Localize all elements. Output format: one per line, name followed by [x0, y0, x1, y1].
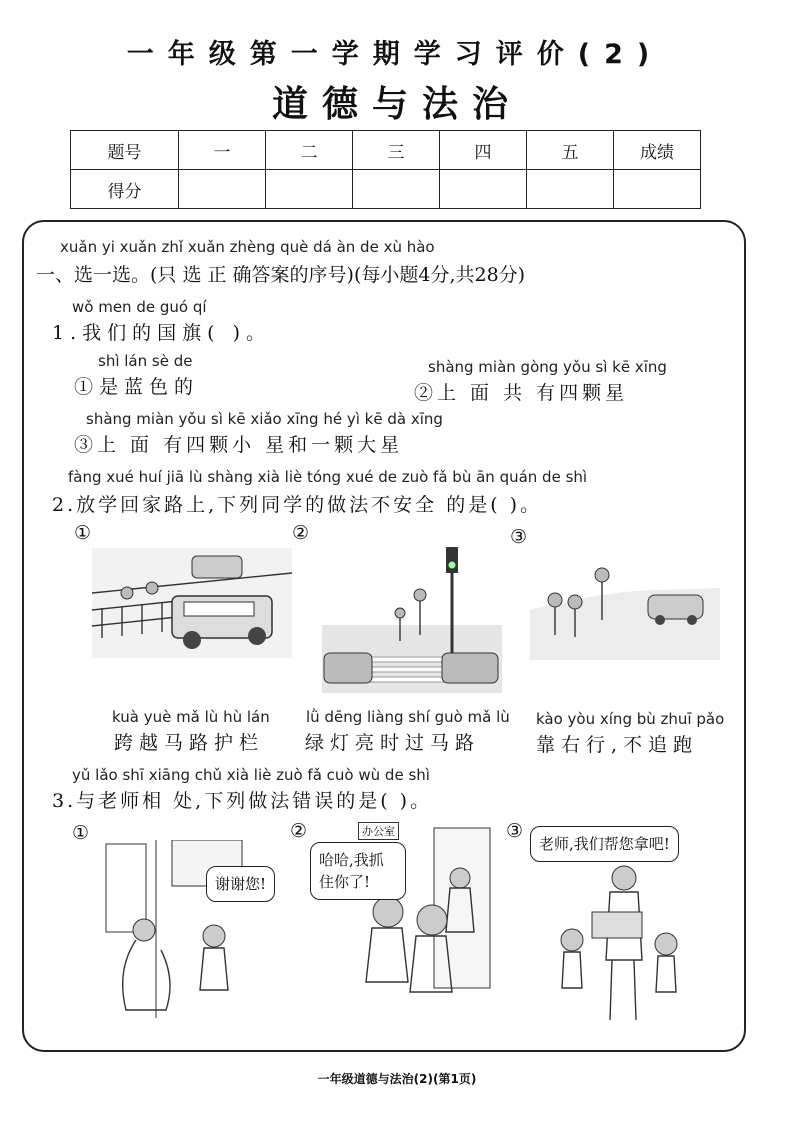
score-input-cell[interactable] — [353, 170, 440, 209]
section-pinyin: xuǎn yi xuǎn zhǐ xuǎn zhèng què dá àn de xù hào — [60, 238, 435, 256]
q2-caption-1-pinyin: kuà yuè mǎ lù hù lán — [112, 708, 270, 726]
score-table-score-row — [71, 170, 701, 209]
score-input-cell[interactable] — [440, 170, 527, 209]
score-input-cell[interactable] — [179, 170, 266, 209]
q2-caption-2: 绿灯亮时过马路 — [305, 732, 481, 754]
q2-caption-3-pinyin: kào yòu xíng bù zhuī pǎo — [536, 710, 725, 728]
score-cell: 成绩 — [614, 131, 701, 170]
q3-marker-2: ② — [290, 820, 308, 842]
exam-title: 一年级第一学期学习评价(2) — [126, 39, 664, 70]
q3-pinyin: yǔ lǎo shī xiāng chǔ xià liè zuò fǎ cuò wù de shì — [72, 766, 430, 784]
q3-speech-bubble-3: 老师,我们帮您拿吧! — [530, 826, 679, 862]
q2-picture-2[interactable] — [322, 545, 502, 695]
q1-pinyin: wǒ men de guó qí — [72, 298, 207, 316]
q3-text: 3.与老师相 处,下列做法错误的是( )。 — [52, 790, 433, 812]
car-back-shape — [192, 556, 242, 578]
teacher-figure — [123, 919, 170, 1010]
q2-caption-3: 靠右行,不追跑 — [536, 734, 699, 756]
q3-speech-bubble-2: 哈哈,我抓住你了! — [310, 842, 406, 900]
q1-option-3[interactable]: ③上 面 有四颗小 星和一颗大星 — [74, 434, 404, 456]
q1-opt3-pinyin: shàng miàn yǒu sì kē xiǎo xīng hé yì kē dà xīng — [86, 410, 443, 428]
q1-opt2-pinyin: shàng miàn gòng yǒu sì kē xīng — [428, 358, 667, 376]
q2-picture-3[interactable] — [530, 560, 720, 660]
page-footer: 一年级道德与法治(2)(第1页) — [317, 1072, 477, 1086]
q1-option-1[interactable]: ①是蓝色的 — [74, 376, 200, 398]
q3-speech-bubble-1: 谢谢您! — [206, 866, 275, 902]
q2-marker-3: ③ — [510, 526, 528, 548]
subject-title: 道德与法治 — [271, 84, 522, 125]
score-input-cell[interactable] — [266, 170, 353, 209]
score-cell: 三 — [353, 131, 440, 170]
score-cell: 得分 — [71, 170, 179, 209]
q2-marker-2: ② — [292, 522, 310, 544]
q3-marker-3: ③ — [506, 820, 524, 842]
q1-option-2[interactable]: ②上 面 共 有四颗星 — [414, 382, 629, 404]
eye-chart-shape — [106, 844, 146, 932]
q2-caption-2-pinyin: lǜ dēng liàng shí guò mǎ lù — [306, 708, 510, 726]
q2-caption-1: 跨越马路护栏 — [114, 732, 265, 754]
office-door-shape — [434, 828, 490, 988]
q2-marker-1: ① — [74, 522, 92, 544]
score-table — [70, 130, 701, 209]
q2-pinyin: fàng xué huí jiā lù shàng xià liè tóng xué de zuò fǎ bù ān quán de shì — [68, 468, 588, 486]
score-cell: 一 — [179, 131, 266, 170]
score-cell: 五 — [527, 131, 614, 170]
score-input-cell[interactable] — [527, 170, 614, 209]
q1-opt1-pinyin: shì lán sè de — [98, 352, 193, 370]
q2-text: 2.放学回家路上,下列同学的做法不安全 的是( )。 — [52, 494, 543, 516]
q3-marker-1: ① — [72, 822, 90, 844]
score-cell: 四 — [440, 131, 527, 170]
student-left-figure — [561, 929, 583, 988]
score-cell: 二 — [266, 131, 353, 170]
student-right-figure — [655, 933, 677, 992]
q1-text: 1.我们的国旗( )。 — [52, 322, 271, 344]
q2-picture-1[interactable] — [92, 548, 292, 658]
score-table-header-row — [71, 131, 701, 170]
teacher-carrying-box-figure — [592, 866, 642, 1020]
student-figure — [200, 925, 228, 990]
score-cell: 题号 — [71, 131, 179, 170]
q3-picture-3[interactable] — [548, 860, 698, 1030]
score-input-cell[interactable] — [614, 170, 701, 209]
section-heading: 一、选一选。(只 选 正 确答案的序号)(每小题4分,共28分) — [36, 264, 526, 286]
office-door-sign: 办公室 — [358, 822, 399, 840]
